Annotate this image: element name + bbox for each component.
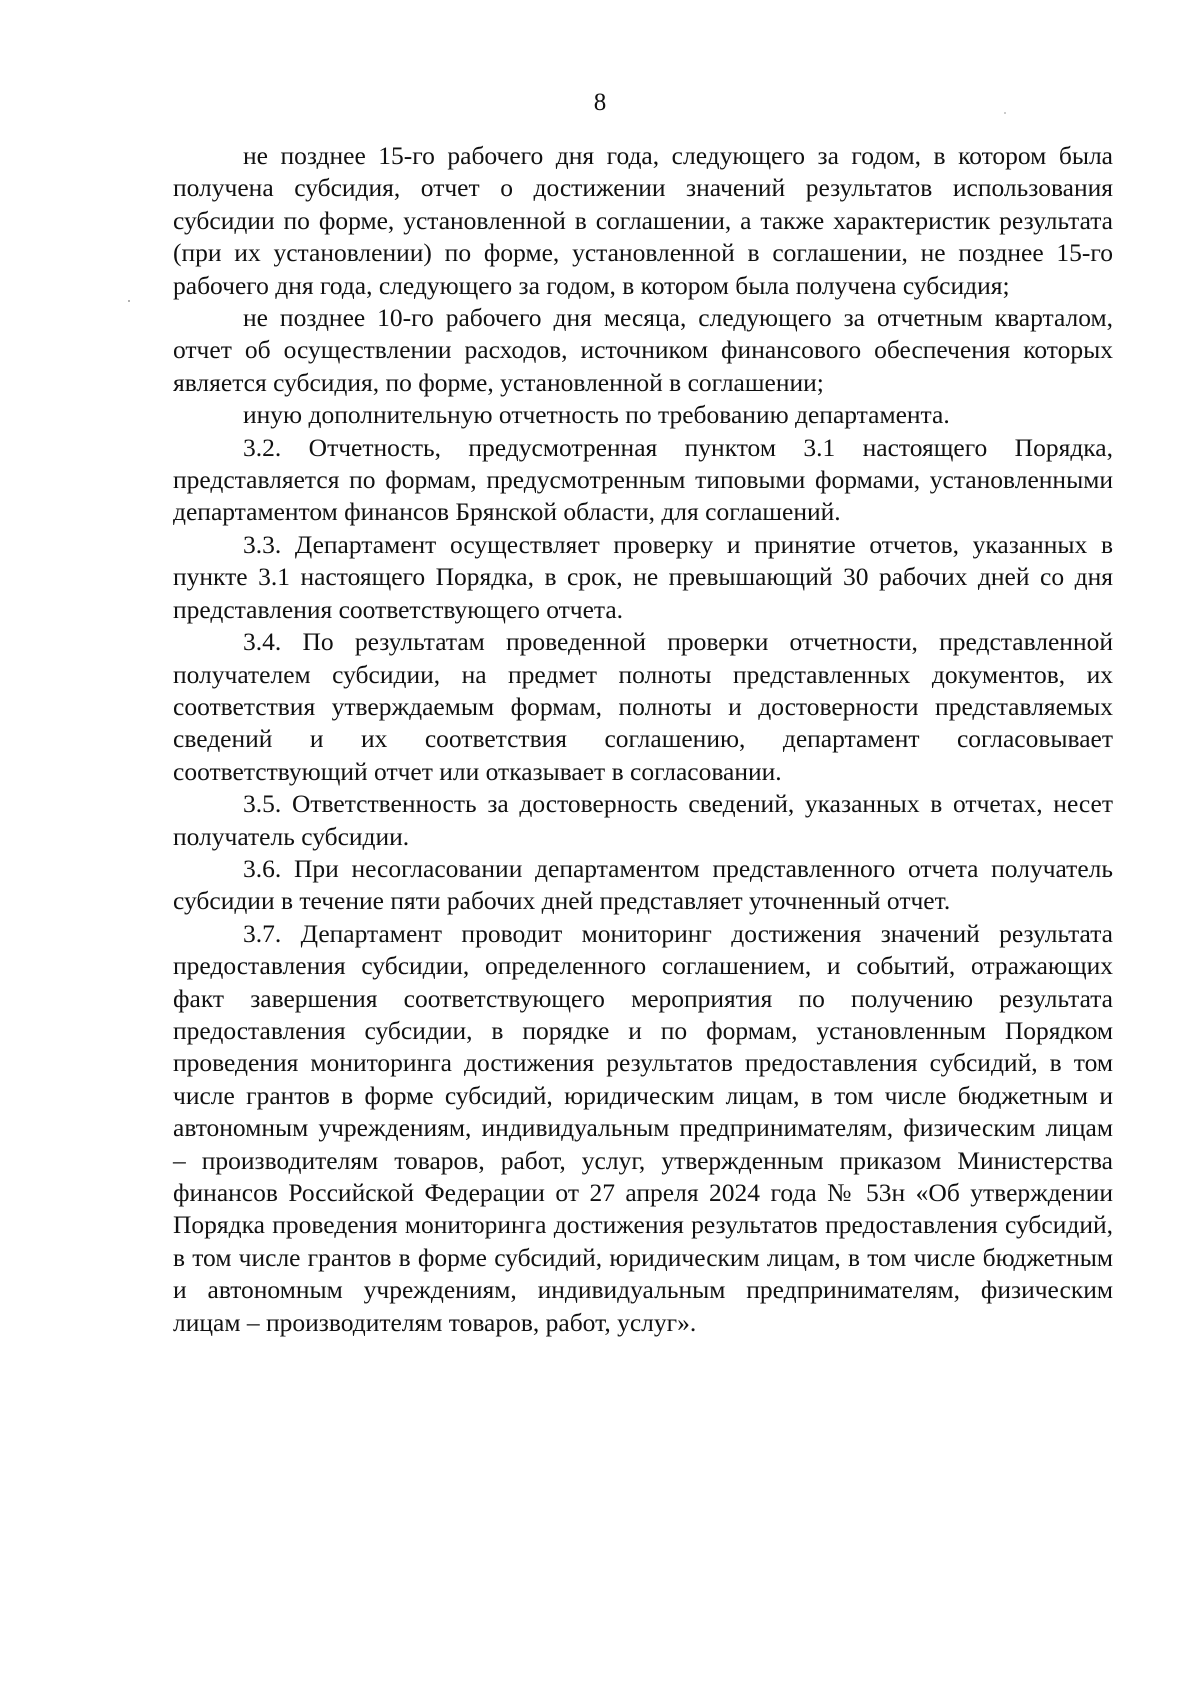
paragraph-3-3: 3.3. Департамент осуществляет проверку и принятие отчетов, указанных в пункте 3.1 настоящего Порядка, в срок, не превышающий 30 рабочих дней со дня представления соответствующего отчета. (173, 529, 1113, 624)
paragraph-3-6: 3.6. При несогласовании департаментом представленного отчета получатель субсидии в течение пяти рабочих дней представляет уточненный отчет. (173, 853, 1113, 916)
paragraph-additional-reporting: иную дополнительную отчетность по требованию департамента. (243, 400, 950, 430)
paragraph-3-5: 3.5. Ответственность за достоверность сведений, указанных в отчетах, несет получатель субсидии. (173, 789, 1113, 851)
paragraph-3-7: 3.7. Департамент проводит мониторинг достижения значений результата предоставления субсидии, определенного соглашением, и событий, отражающих факт завершения соответствующего мероприятия по получению результата предоставления субсидии, в порядке и по формам, установленным Порядком проведения мониторинга достижения результатов предоставления субсидий, в том числе грантов в форме субсидий, юридическим лицам, в том числе бюджетным и автономным учреждениям, индивидуальным предпринимателям, физическим лицам – производителям товаров, работ, услуг, утвержденным приказом Министерства финансов Российской Федерации от 27 апреля 2024 года № 53н «Об утверждении Порядка проведения мониторинга достижения результатов предоставления субсидий, в том числе грантов в форме субсидий, юридическим лицам, в том числе бюджетным и автономным учреждениям, индивидуальным предпринимателям, физическим лицам – производителям товаров, работ, услуг». (173, 918, 1113, 1337)
paragraph-report-expenses: не позднее 10-го рабочего дня месяца, следующего за отчетным кварталом, отчет об осуществлении расходов, источником финансового обеспечения которых является субсидия, по форме, установленной в соглашении; (173, 303, 1113, 397)
document-body (173, 140, 1113, 1339)
paragraph-3-4: 3.4. По результатам проведенной проверки отчетности, представленной получателем субсидии, на предмет полноты представленных документов, их соответствия утверждаемым формам, полноты и достоверности представляемых сведений и их соответствия соглашению, департамент согласовывает соответствующий отчет или отказывает в согласовании. (173, 627, 1113, 786)
paragraph-report-results: не позднее 15-го рабочего дня года, следующего за годом, в котором была получена субсидия, отчет о достижении значений результатов использования субсидии по форме, установленной в соглашении, а также характеристик результата (при их установлении) по форме, установленной в соглашении, не позднее 15-го рабочего дня года, следующего за годом, в котором была получена субсидия; (173, 141, 1113, 300)
scan-speck (128, 300, 130, 302)
paragraph-3-2: 3.2. Отчетность, предусмотренная пунктом 3.1 настоящего Порядка, представляется по формам, предусмотренным типовыми формами, установленными департаментом финансов Брянской области, для соглашений. (173, 432, 1113, 527)
page-number: 8 (593, 89, 607, 116)
